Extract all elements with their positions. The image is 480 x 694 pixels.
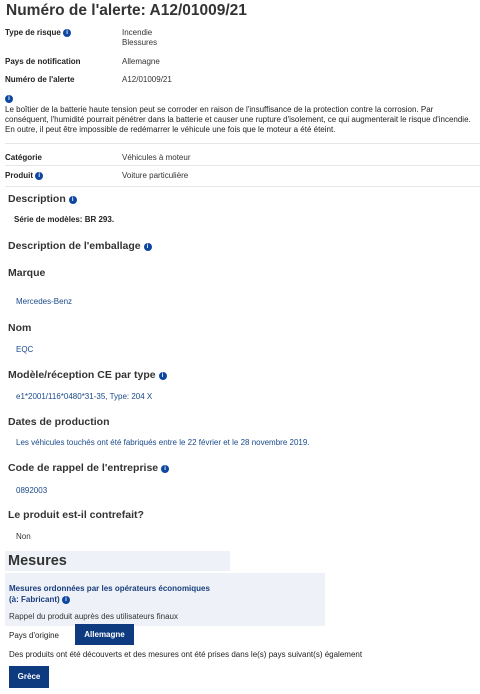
- divider: [5, 143, 480, 144]
- info-icon[interactable]: i: [144, 243, 152, 251]
- info-icon[interactable]: i: [161, 465, 169, 473]
- info-icon[interactable]: i: [35, 172, 43, 180]
- model-heading: Modèle/réception CE par type i: [8, 369, 167, 381]
- risk-type-value: Incendie Blessures: [122, 28, 158, 47]
- info-icon[interactable]: i: [69, 196, 77, 204]
- page-title: Numéro de l'alerte: A12/01009/21: [6, 2, 247, 19]
- country-of-origin-button[interactable]: Allemagne: [75, 624, 134, 645]
- name-value: EQC: [16, 345, 34, 354]
- description-heading: Description i: [8, 193, 77, 205]
- country-of-origin-label: Pays d'origine: [9, 631, 59, 640]
- brand-heading: Marque: [8, 267, 46, 279]
- production-heading: Dates de production: [8, 416, 110, 428]
- counterfeit-heading: Le produit est-il contrefait?: [8, 509, 144, 521]
- category-label: Catégorie: [5, 153, 42, 162]
- alert-number-value: A12/01009/21: [122, 75, 172, 84]
- notification-country-label: Pays de notification: [5, 57, 81, 66]
- info-icon[interactable]: i: [62, 596, 70, 604]
- divider: [5, 186, 480, 187]
- info-icon[interactable]: i: [63, 29, 71, 37]
- category-value: Véhicules à moteur: [122, 153, 191, 162]
- counterfeit-value: Non: [16, 532, 31, 541]
- recall-code-value: 0892003: [16, 486, 48, 495]
- info-icon[interactable]: i: [159, 372, 167, 380]
- also-found-text: Des produits ont été découverts et des mesures ont été prises dans le(s) pays suivant(s) également: [9, 650, 363, 659]
- found-country-button[interactable]: Grèce: [9, 666, 49, 688]
- measure-text: Rappel du produit auprès des utilisateurs finaux: [9, 612, 178, 621]
- measures-heading: Mesures: [5, 551, 230, 571]
- production-value: Les véhicules touchés ont été fabriqués entre le 22 février et le 28 novembre 2019.: [16, 438, 310, 447]
- notification-country-value: Allemagne: [122, 57, 160, 66]
- packaging-heading: Description de l'emballage i: [8, 240, 152, 252]
- model-value: e1*2001/116*0480*31-35, Type: 204 X: [16, 392, 153, 401]
- brand-value: Mercedes-Benz: [16, 297, 73, 306]
- risk-type-label: Type de risque i: [5, 28, 71, 37]
- divider: [5, 165, 480, 166]
- name-heading: Nom: [8, 322, 32, 334]
- alert-number-label: Numéro de l'alerte: [5, 75, 75, 84]
- product-label: Produit i: [5, 171, 43, 180]
- risk-description: Le boîtier de la batterie haute tension peut se corroder en raison de l'insuffisance de la protection contre la corrosion. Par conséquent, l'humidité pourrait pénétrer dans la batterie et causer une rupture d'isolement, ce qui augmenterait le risque d'incendie. En outre, il peut être impossible de redémarrer le véhicule une fois que le moteur a été éteint.: [5, 105, 471, 134]
- info-icon[interactable]: i: [5, 95, 13, 103]
- recall-code-heading: Code de rappel de l'entreprise i: [8, 462, 169, 474]
- measures-ordered-by: Mesures ordonnées par les opérateurs économiques (à: Fabricant) i: [9, 584, 210, 604]
- product-value: Voiture particulière: [122, 171, 189, 180]
- description-value: Série de modèles: BR 293.: [14, 215, 115, 224]
